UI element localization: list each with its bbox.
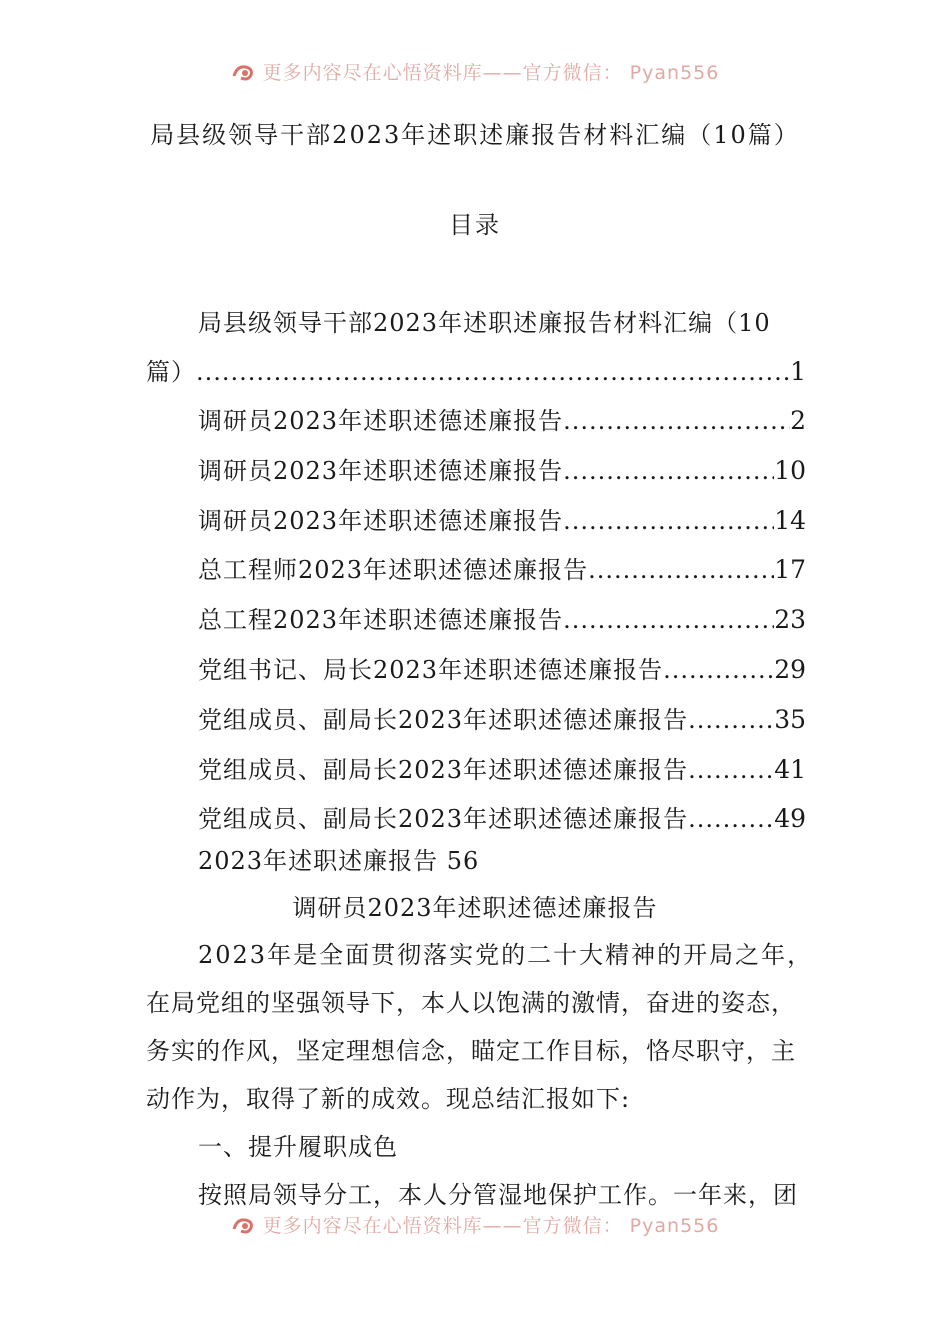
- brand-logo-icon: [231, 62, 257, 82]
- toc-entry-title: 总工程师2023年述职述德述廉报告: [198, 556, 589, 584]
- toc-leader-dots: [588, 555, 774, 585]
- body-paragraph-line: 2023年是全面贯彻落实党的二十大精神的开局之年，: [198, 941, 814, 969]
- body-paragraph-line: 务实的作风，坚定理想信念，瞄定工作目标，恪尽职守，主: [146, 1037, 796, 1065]
- watermark-header: [0, 58, 950, 85]
- toc-entry-title: 调研员2023年述职述德述廉报告: [198, 507, 564, 535]
- toc-entry-first-line1: 局县级领导干部2023年述职述廉报告材料汇编（10: [198, 309, 771, 337]
- toc-entry[interactable]: [198, 506, 806, 536]
- toc-heading: 目录: [449, 211, 501, 239]
- toc-entry[interactable]: [198, 456, 806, 486]
- toc-leader-dots: [688, 705, 774, 735]
- toc-entry-page: 49: [774, 804, 806, 833]
- toc-entry[interactable]: [198, 605, 806, 635]
- toc-entry-first-line2[interactable]: [146, 357, 806, 387]
- watermark-footer: [0, 1211, 950, 1238]
- toc-entry-last[interactable]: 2023年述职述廉报告 56: [198, 847, 480, 875]
- body-paragraph-line: 在局党组的坚强领导下，本人以饱满的激情，奋进的姿态，: [146, 989, 796, 1017]
- toc-leader-dots: [563, 406, 790, 436]
- section-heading: 一、提升履职成色: [198, 1133, 398, 1161]
- toc-entry[interactable]: [198, 705, 806, 735]
- watermark-text: 更多内容尽在心悟资料库——官方微信： Pyan556: [262, 62, 720, 84]
- toc-entry[interactable]: [198, 655, 806, 685]
- toc-leader-dots: [196, 357, 790, 387]
- toc-entry-page: 29: [774, 655, 806, 684]
- watermark-text: 更多内容尽在心悟资料库——官方微信： Pyan556: [262, 1215, 720, 1237]
- toc-entry-title: 党组书记、局长2023年述职述德述廉报告: [198, 656, 664, 684]
- toc-entry-page: 35: [774, 705, 806, 734]
- toc-entry-page: 17: [774, 555, 806, 584]
- section-title: 调研员2023年述职述德述廉报告: [292, 894, 658, 922]
- toc-entry[interactable]: [198, 406, 806, 436]
- toc-entry-title: 党组成员、副局长2023年述职述德述廉报告: [198, 805, 689, 833]
- document-title: 局县级领导干部2023年述职述廉报告材料汇编（10篇）: [150, 121, 800, 149]
- toc-leader-dots: [688, 804, 774, 834]
- toc-entry-title: 总工程2023年述职述德述廉报告: [198, 606, 564, 634]
- toc-entry[interactable]: [198, 804, 806, 834]
- toc-entry-page: 14: [774, 506, 806, 535]
- toc-entry-page: 10: [774, 456, 806, 485]
- toc-entry[interactable]: [198, 555, 806, 585]
- toc-entry-title: 调研员2023年述职述德述廉报告: [198, 457, 564, 485]
- toc-entry[interactable]: [198, 755, 806, 785]
- toc-leader-dots: [563, 506, 774, 536]
- toc-entry-title: 篇）: [146, 358, 196, 386]
- toc-entry-title: 调研员2023年述职述德述廉报告: [198, 407, 564, 435]
- toc-leader-dots: [688, 755, 774, 785]
- toc-entry-page: 1: [790, 357, 806, 386]
- brand-logo-icon: [231, 1215, 257, 1235]
- toc-entry-page: 41: [774, 755, 806, 784]
- toc-leader-dots: [563, 456, 774, 486]
- body-paragraph-line: 按照局领导分工，本人分管湿地保护工作。一年来，团: [198, 1181, 798, 1209]
- toc-entry-page: 23: [774, 605, 806, 634]
- toc-entry-title: 党组成员、副局长2023年述职述德述廉报告: [198, 706, 689, 734]
- body-paragraph-line: 动作为，取得了新的成效。现总结汇报如下:: [146, 1085, 631, 1113]
- toc-leader-dots: [663, 655, 774, 685]
- toc-leader-dots: [563, 605, 774, 635]
- toc-entry-page: 2: [790, 406, 806, 435]
- toc-entry-title: 党组成员、副局长2023年述职述德述廉报告: [198, 756, 689, 784]
